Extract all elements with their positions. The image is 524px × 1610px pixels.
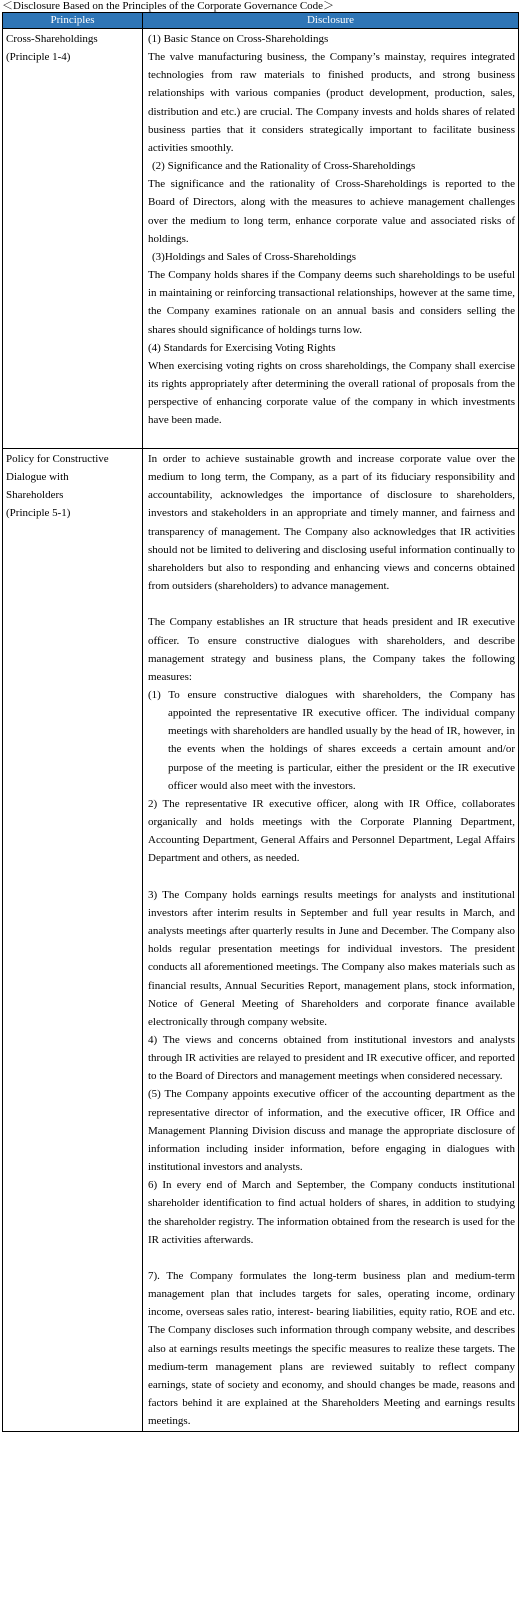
principle-title: Dialogue with xyxy=(6,471,69,483)
column-header-principles: Principles xyxy=(3,13,143,29)
section-caption: ＜Disclosure Based on the Principles of the Corporate Governance Code＞ xyxy=(2,0,335,12)
disclosure-cell xyxy=(143,29,519,449)
section-heading: (1) Basic Stance on Cross-Shareholdings xyxy=(148,33,329,45)
section-heading: (3)Holdings and Sales of Cross-Shareholdings xyxy=(152,250,357,263)
paragraph: The Company establishes an IR structure that heads president and IR executive officer. To ensure constructive dialogues with shareholders, and describe management strategy and business plans, the Company takes the following measures: xyxy=(148,616,515,683)
principle-cell xyxy=(3,449,143,1432)
principle-title: Cross-Shareholdings xyxy=(6,33,98,45)
principle-title: Shareholders xyxy=(6,489,64,501)
measure-item: 3) The Company holds earnings results meetings for analysts and institutional investors after interim results in September and full year results in March, and analysts meetings after quarterly results in June and December. The Company also holds regular presentation meetings for individual investors. The president conducts all aforementioned meetings. The Company also makes materials such as financial results, Annual Securities Report, management plans, stock information, Notice of General Meeting of Shareholders and corporate finance available electronically through company website. xyxy=(148,888,515,1028)
section-heading: (2) Significance and the Rationality of Cross-Shareholdings xyxy=(152,160,416,173)
column-header-disclosure: Disclosure xyxy=(143,13,519,29)
paragraph-spacer xyxy=(148,595,515,613)
measure-item: (5) The Company appoints executive officer of the accounting department as the representative director of information, and the executive officer, IR Office and Management Planning Division discuss and manage the appropriate disclosure of information including insider information, before engaging in dialogues with institutional investors and analysts. xyxy=(148,1088,515,1174)
paragraph-spacer xyxy=(148,868,515,886)
section-body: The valve manufacturing business, the Company’s mainstay, requires integrated technologies from raw materials to finished products, and strong business relationships with various companies (product development, production, sales, distribution and etc.) are crucial. The Company invests and holds shares of related business parties that it considers strategically important to facilitate business activities smoothly. xyxy=(148,51,515,154)
principle-reference: (Principle 5-1) xyxy=(6,507,71,519)
principle-cell xyxy=(3,29,143,449)
measure-item: (1) To ensure constructive dialogues with shareholders, the Company has appointed the representative IR executive officer. The individual company meetings with shareholders are handled usually by the head of IR, however, in the events when the holdings of shares exceeds a certain amount and/or purpose of the meeting is particular, either the president or the IR executive officer would also meet with the investors. xyxy=(148,689,515,792)
principle-title: Policy for Constructive xyxy=(6,453,109,465)
measure-item: 2) The representative IR executive officer, along with IR Office, collaborates organically and holds meetings with the Corporate Planning Department, Accounting Department, General Affairs and Personnel Department, Legal Affairs Department and others, as needed. xyxy=(148,797,515,865)
section-body: The significance and the rationality of Cross-Shareholdings is reported to the Board of Directors, along with the measures to achieve management challenges over the medium to long term, enhance corporate value and associated risks of holdings. xyxy=(148,178,515,245)
principle-reference: (Principle 1-4) xyxy=(6,51,71,63)
section-body: When exercising voting rights on cross shareholdings, the Company shall exercise its rights appropriately after determining the overall rational of proposals from the perspective of enhancing corporate value of the company in which investments have been made. xyxy=(148,359,515,427)
paragraph: In order to achieve sustainable growth and increase corporate value over the medium to long term, the Company, as a part of its fiduciary responsibility and accountability, acknowledges the importance of disclosure to shareholders, investors and stakeholders in an appropriate and timely manner, and fairness and transparency of management. The Company also acknowledges that IR activities should not be limited to delivering and disclosing useful information continually to shareholders but also to responding and enhancing views and concerns obtained from outsiders (shareholders) to advance management. xyxy=(148,453,515,593)
section-heading: (4) Standards for Exercising Voting Rights xyxy=(148,341,336,354)
header-row xyxy=(3,13,519,29)
table-row-constructive-dialogue xyxy=(3,449,519,1432)
measure-item: 6) In every end of March and September, the Company conducts institutional shareholder identification to find actual holders of shares, in addition to studying the shareholder registry. The information obtained from the research is used for the IR activities afterwards. xyxy=(148,1179,515,1246)
section-body: The Company holds shares if the Company deems such shareholdings to be useful in maintaining or reinforcing transactional relationships, however at the same time, the Company examines rationale on an annual basis and considers selling the shares should significance of holdings turns low. xyxy=(148,269,515,336)
disclosure-cell xyxy=(143,449,519,1432)
paragraph-spacer xyxy=(148,1249,515,1267)
governance-disclosure-table xyxy=(2,12,519,1432)
measure-item: 4) The views and concerns obtained from institutional investors and analysts through IR activities are relayed to president and IR executive officer, and reported to the Board of Directors and management meetings when considered necessary. xyxy=(148,1033,515,1083)
table-row-cross-shareholdings xyxy=(3,29,519,449)
measure-item: 7). The Company formulates the long-term business plan and medium-term management plan that includes targets for sales, operating income, ordinary income, overseas sales ratio, interest- bearing liabilities, equity ratio, ROE and etc. The Company discloses such information through company website, and describes also at earnings results meetings the specific measures to realize these targets. The medium-term management plans are reviewed suitably to reflect company earnings, state of society and economy, and should changes be made, reasons and factors behind it are explained at the Shareholders Meeting and earnings results meetings. xyxy=(148,1269,515,1428)
